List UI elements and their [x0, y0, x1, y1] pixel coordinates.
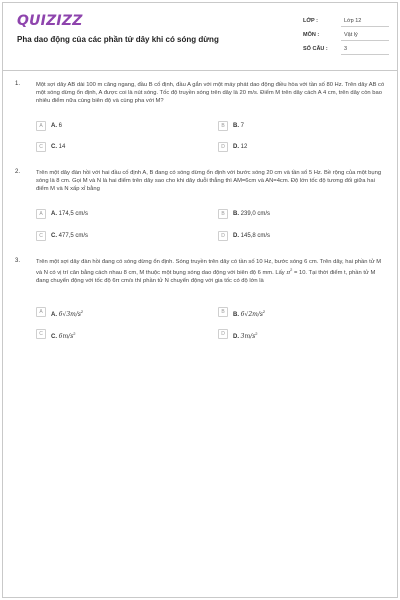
option-key: B.: [233, 312, 239, 318]
meta-row-subject: [303, 29, 393, 43]
option-value: 6m/s: [58, 333, 74, 340]
option-value: 174,5 cm/s: [58, 211, 89, 217]
option-key: C.: [51, 144, 57, 150]
question-number: 3.: [15, 258, 21, 264]
option-letter-box: C: [36, 329, 46, 339]
option-d[interactable]: [218, 231, 378, 243]
worksheet-title: Pha dao động của các phần tử dây khi có sóng dừng: [17, 35, 219, 44]
option-letter-box: D: [218, 231, 228, 241]
option-value: 239,0 cm/s: [240, 211, 271, 217]
option-key: C.: [51, 334, 57, 340]
option-key: D.: [233, 233, 239, 239]
meta-value: Lớp 12: [341, 15, 389, 27]
option-d[interactable]: [218, 142, 378, 154]
option-key: D.: [233, 334, 239, 340]
option-c[interactable]: [36, 142, 196, 154]
question-text: Một sợi dây AB dài 100 m căng ngang, đầu B cố định, đầu A gắn với một máy phát dao động điều hòa với tần số 80 Hz. Trên dây AB có một sóng dừng ổn định, A được coi là nút sóng. Tốc độ truyền sóng trên dây là 20 m/s. Điểm M trên dây cách A 4 cm, trên dây còn bao nhiêu điểm nữa cùng biên độ và cùng pha với M?: [36, 82, 385, 104]
question-number: 2.: [15, 169, 21, 175]
meta-value: 3: [341, 43, 389, 55]
quizizz-logo: QUIZIZZ: [17, 13, 83, 29]
option-letter-box: A: [36, 121, 46, 131]
option-b[interactable]: B B. $6√2m/s^2$: [218, 307, 378, 319]
meta-row-count: [303, 43, 393, 57]
option-value: 3m/s: [240, 333, 256, 340]
meta-label: MÔN :: [303, 32, 320, 38]
option-value: 14: [58, 144, 66, 150]
option-letter-box: A: [36, 209, 46, 219]
meta-label: SỐ CÂU :: [303, 46, 328, 52]
option-letter-box: A: [36, 307, 46, 317]
option-key: D.: [233, 144, 239, 150]
option-letter-box: B: [218, 307, 228, 317]
option-letter-box: C: [36, 142, 46, 152]
option-key: C.: [51, 233, 57, 239]
meta-info: [303, 15, 393, 57]
worksheet-header: [3, 3, 397, 71]
option-letter-box: D: [218, 142, 228, 152]
option-a[interactable]: A A. $6√3m/s^2$: [36, 307, 196, 319]
option-b[interactable]: [218, 209, 378, 221]
meta-label: LỚP :: [303, 18, 318, 24]
question-text: Trên một dây đàn hồi với hai đầu cố định A, B đang có sóng dừng ổn định với bước sóng 20 cm và tần số 5 Hz. Bề rộng của một bụng sóng là 8 cm. Gọi M và N là hai điểm trên dây sao cho khi dây duỗi thẳng thì AM=6cm và AN=4cm. Độ lớn tốc độ tương đối giữa hai điểm M và N xấp xỉ bằng: [36, 170, 382, 192]
option-value: 477,5 cm/s: [58, 233, 89, 239]
meta-value: Vật lý: [341, 29, 389, 41]
option-letter-box: C: [36, 231, 46, 241]
option-letter-box: D: [218, 329, 228, 339]
meta-row-class: [303, 15, 393, 29]
option-c[interactable]: C C. $6m/s^2$: [36, 329, 196, 341]
question-number: 1.: [15, 81, 21, 87]
option-c[interactable]: [36, 231, 196, 243]
option-key: A.: [51, 312, 57, 318]
pi-symbol: π: [286, 269, 291, 276]
option-b[interactable]: [218, 121, 378, 133]
option-value: 12: [240, 144, 248, 150]
option-value: 6: [58, 123, 63, 129]
option-key: B.: [233, 211, 239, 217]
option-letter-box: B: [218, 121, 228, 131]
option-value: 145,8 cm/s: [240, 233, 271, 239]
option-letter-box: B: [218, 209, 228, 219]
option-a[interactable]: [36, 209, 196, 221]
option-value: 6√3m/s: [58, 311, 81, 318]
question-text: Trên một sợi dây đàn hồi đang có sóng dừng ổn định. Sóng truyền trên dây có tần số 10 Hz, bước sóng 6 cm. Trên dây, hai phần tử M và N có vị trí cân bằng cách nhau 8 cm, M thuộc một bụng sóng dao động với biên độ 6 mm. Lấy $\pi^2 = 10$. Tại thời điểm t, phần tử M đang chuyển động với tốc độ 6π cm/s thì phần tử N chuyển động với gia tốc có độ lớn là: [36, 259, 382, 284]
option-key: A.: [51, 211, 57, 217]
worksheet-page: [2, 2, 398, 598]
option-value: 6√2m/s: [240, 311, 263, 318]
option-d[interactable]: D D. $3m/s^2$: [218, 329, 378, 341]
option-key: A.: [51, 123, 57, 129]
option-value: 7: [240, 123, 245, 129]
option-key: B.: [233, 123, 239, 129]
option-a[interactable]: [36, 121, 196, 133]
